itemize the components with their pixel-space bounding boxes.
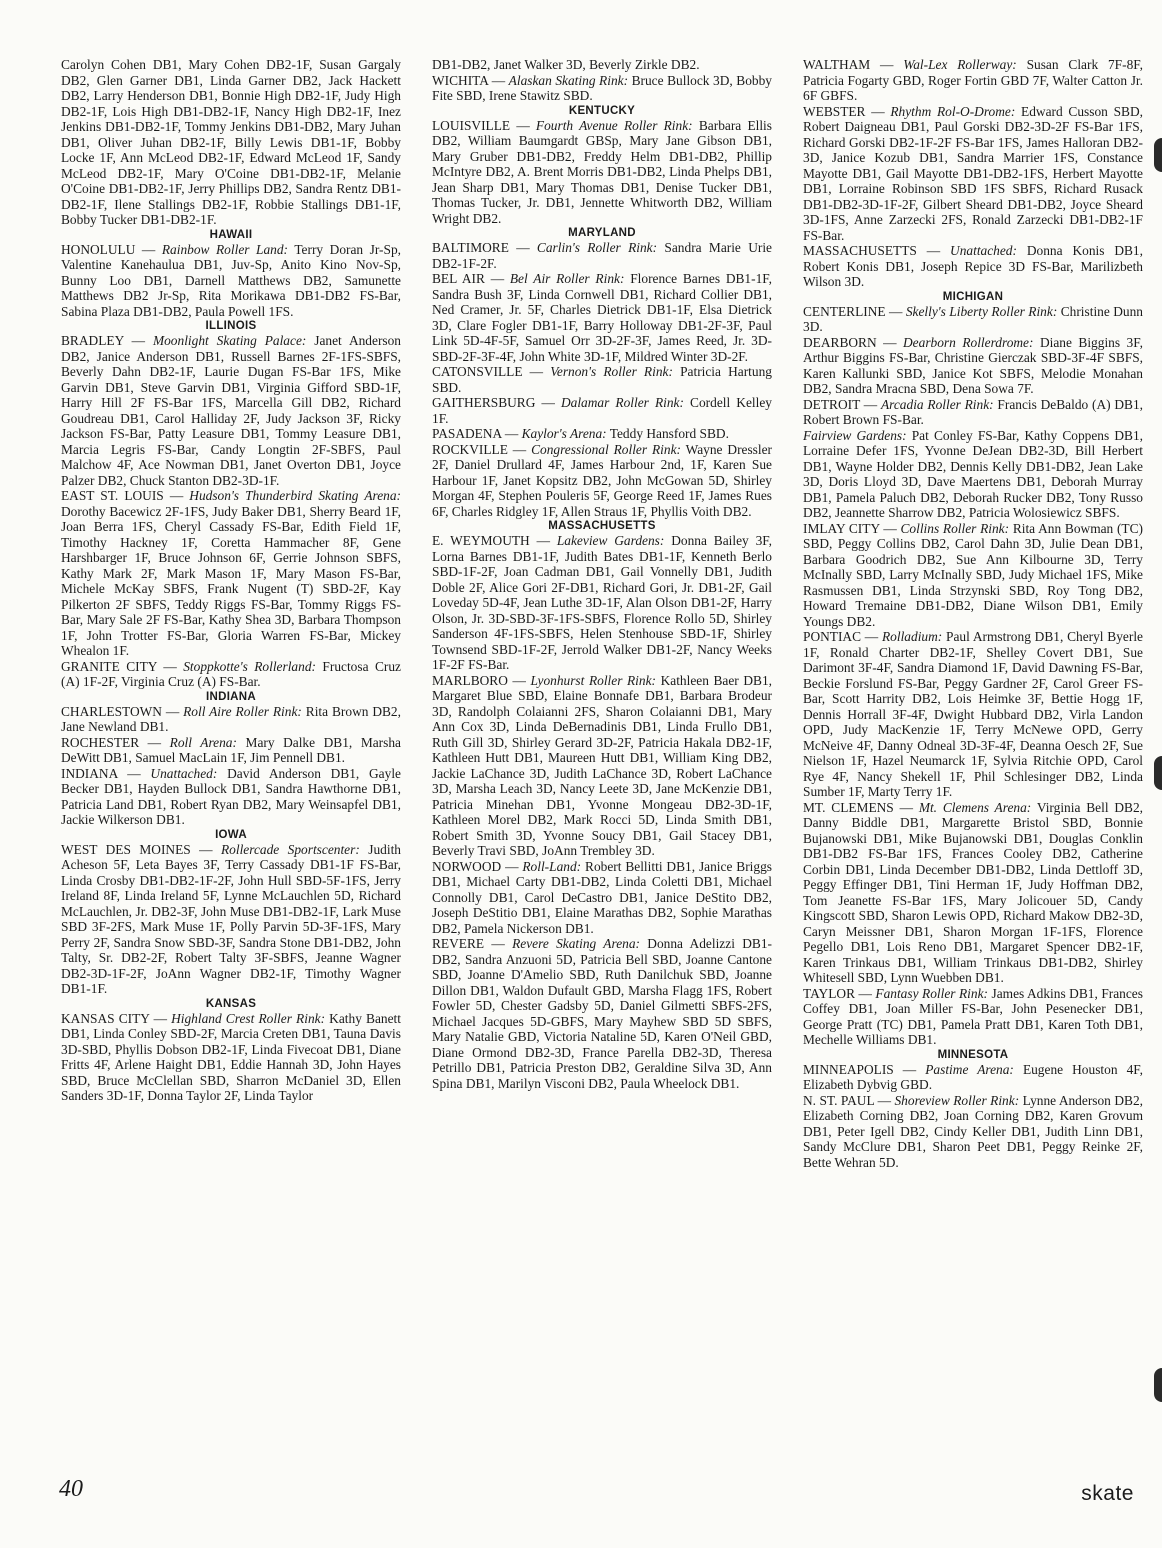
skater-list: Edward Cusson SBD, Robert Daigneau DB1, Paul Gorski DB2-3D-2F FS-Bar 1FS, Richard Gorski DB2-1F-2F FS-Bar 1FS, James Halloran DB2-3D, Janice Kozub DB1, Sandra Marrier 1FS, Constance Mayotte DB1, Gail Mayotte DB1-DB2-1FS, Herbert Mayotte DB1, Lorraine Robinson SBD 1FS SBFS, Richard Rusack DB1-DB2-3D-1F-2F, Gilbert Sheard DB1-DB2, Joyce Sheard 3D-1FS, Anne Zarzecki 2FS, Ronald Zarzecki DB1-DB2-1F FS-Bar. bbox=[803, 103, 1143, 243]
city-name: ROCKVILLE bbox=[432, 441, 508, 457]
column-2 bbox=[432, 57, 772, 1091]
rink-name: Fourth Avenue Roller Rink: bbox=[535, 117, 693, 133]
rink-name: Highland Crest Roller Rink: bbox=[171, 1010, 326, 1026]
skater-list: Kathleen Baer DB1, Margaret Blue SBD, Elaine Bonnafe DB1, Barbara Brodeur 3D, Randolph Colaianni 2FS, Sharon Colaianni DB1, Mary Ann Cox 3D, Linda DeBernadinis DB1, Linda Frullo DB1, Ruth Gill 3D, Shirley Gerard 3D-2F, Patricia Hakala DB2-1F, Kathleen Hutt DB1, Maureen Hutt DB1, William King DB2, Jackie LaChance 3D, Judith LaChance 3D, Robert LaChance 3D, Marsha Leach 3D, Nancy Leete 3D, Jane McKenzie DB1, Patricia Minehan DB1, Yvonne Mongeau DB2-3D-1F, Kathleen Morel DB2, Mark Rocci 5D, Linda Smith DB1, Robert Smith 3D, Yvonne Soucy DB1, Gail Stacey DB1, Beverly Travi SBD, JoAnn Trembley 3D. bbox=[432, 672, 772, 858]
state-heading: IOWA bbox=[215, 828, 247, 841]
city-name: TAYLOR bbox=[803, 985, 855, 1001]
club-entry: GAITHERSBURG — Dalamar Roller Rink: Cordell Kelley 1F. bbox=[432, 395, 772, 426]
state-heading: MICHIGAN bbox=[942, 290, 1004, 303]
city-name: WALTHAM bbox=[803, 57, 871, 72]
skater-list: Donna Konis DB1, Robert Konis DB1, Joseph Repice 3D FS-Bar, Marilizbeth Wilson 3D. bbox=[803, 243, 1143, 289]
skater-list: Fructosa Cruz (A) 1F-2F, Virginia Cruz (A) FS-Bar. bbox=[61, 658, 401, 689]
skater-list: Florence Barnes DB1-1F, Sandra Bush 3F, Linda Cornwell DB1, Richard Collier DB1, Ned Cramer, Jr. 5F, Charles Dietrick DB1-1F, Elsa Dietrick 3D, Clare Fogler DB1-1F, Barry Holloway DB1-2F-3F, Paul Link 5D-4F-5F, Samuel Orr 3D-2F-3F, James Reed, Jr. 3D-SBD-2F-3F-4F, John White 3D-1F, Mildred Winter 3D-2F. bbox=[432, 271, 772, 364]
club-entry: MINNEAPOLIS — Pastime Arena: Eugene Houston 4F, Elizabeth Dybvig GBD. bbox=[803, 1061, 1143, 1092]
skater-list: Terry Doran Jr-Sp, Valentine Kanehaulua DB1, Juv-Sp, Anito Kino Nov-Sp, Bunny Loo DB1, Darnell Matthews DB2, Samunette Matthews DB2 Jr-Sp, Rita Morikawa DB1-DB2 FS-Bar, Sabina Plaza DB1-DB2, Paula Powell 1FS. bbox=[61, 241, 401, 319]
binding-hole-mark bbox=[1154, 756, 1162, 790]
rink-name: Bel Air Roller Rink: bbox=[509, 271, 625, 286]
city-name: GAITHERSBURG bbox=[432, 395, 536, 410]
skater-list: Bruce Bullock 3D, Bobby Fite SBD, Irene Stawitz SBD. bbox=[432, 72, 772, 103]
club-entry: LOUISVILLE — Fourth Avenue Roller Rink: Barbara Ellis DB2, William Baumgardt GBSp, Mary Jane Gibson DB1, Mary Gruber DB1-DB2, Freddy Helm DB1-DB2, Phillip McIntyre DB2, A. Brent Morris DB1-DB2, Linda Phelps DB1, Jean Sharp DB1, Mary Thomas DB1, Denise Tucker DB1, Thomas Tucker, Jr. DB1, Jennette Whitworth DB2, William Wright DB2. bbox=[432, 117, 772, 226]
city-name: BEL AIR bbox=[432, 271, 485, 286]
rink-name: Revere Skating Arena: bbox=[512, 936, 640, 951]
rink-name: Rolladium: bbox=[881, 629, 943, 644]
club-entry: DEARBORN — Dearborn Rollerdrome: Diane Biggins 3F, Arthur Biggins FS-Bar, Christine Gierczak SBD-3F-4F SBFS, Karen Kallunki SBD, Janice Kot SBFS, Melodie Monahan DB2, Sandra Mracna SBD, Dena Sowa 7F. bbox=[803, 334, 1143, 396]
skater-list: Judith Acheson 5F, Leta Bayes 3F, Terry Cassady DB1-1F FS-Bar, Linda Crosby DB1-DB2-1F-2F, John Hull SBD-5F-1FS, Jerry Ireland 8F, Linda Ireland 5F, Lynne McLauchlen 5D, Richard McLauchlen, Jr. DB2-3F, John Muse DB1-DB2-1F, Lark Muse SBD 3F-2FS, Mark Muse 1F, Polly Parvin 5D-3F-1FS, Mary Perry 2F, Sandra Snow SBD-3F, Sandra Stone DB1-DB2, John Talty, Sr. DB2-2F, Robert Talty 3F-SBFS, Jeanne Wagner DB2-3D-1F-2F, JoAnn Wagner DB2-1F, Timothy Wagner DB1-1F. bbox=[61, 841, 401, 996]
club-entry: CENTERLINE — Skelly's Liberty Roller Rink: Christine Dunn 3D. bbox=[803, 303, 1143, 334]
city-name: GRANITE CITY bbox=[61, 658, 157, 674]
city-name: DETROIT bbox=[803, 396, 861, 412]
rink-name: Roll-Land: bbox=[522, 858, 582, 874]
continued-entry-text: Carolyn Cohen DB1, Mary Cohen DB2-1F, Susan Gargaly DB2, Glen Garner DB1, Linda Garner DB2, Jack Hackett DB2, Larry Henderson DB1, Bonnie High DB2-1F, Judy High DB2-1F, Lois High DB1-DB2-1F, Nancy High DB2-1F, Inez Jenkins DB1-DB2-1F, Tommy Jenkins DB1-DB2, Mary Juhan DB1, Oliver Juhan DB2-1F, Billy Lewis DB1-1F, Bobby Locke 1F, Ann McLeod DB2-1F, Edward McLeod 1F, Sandy McLeod DB2-1F, Mary O'Coine DB1-DB2-1F, Melanie O'Coine DB1-DB2-1F, Jerry Phillips DB2, Sandra Rentz DB1-DB2-1F, Ilene Stallings DB2-1F, Robbie Stallings DB1-1F, Bobby Tucker DB1-DB2-1F. bbox=[61, 57, 401, 227]
skater-list: James Adkins DB1, Frances Coffey DB1, Joan Miller FS-Bar, John Pesenecker DB1, George Pratt (TC) DB1, Pamela Pratt DB1, Karen Toth DB1, Mechelle Williams DB1. bbox=[803, 985, 1143, 1047]
city-name: WEBSTER bbox=[803, 103, 866, 119]
club-entry: PASADENA — Kaylor's Arena: Teddy Hansford SBD. bbox=[432, 426, 729, 441]
binding-hole-mark bbox=[1154, 1368, 1162, 1402]
city-name: WEST DES MOINES bbox=[61, 841, 191, 857]
continued-entry-text: DB1-DB2, Janet Walker 3D, Beverly Zirkle DB2. bbox=[432, 57, 700, 72]
rink-name: Roll Arena: bbox=[169, 734, 237, 750]
club-entry: WALTHAM — Wal-Lex Rollerway: Susan Clark 7F-8F, Patricia Fogarty GBD, Roger Fortin GBD 7F, Walter Catton Jr. 6F GBFS. bbox=[803, 57, 1143, 103]
club-entry: IMLAY CITY — Collins Roller Rink: Rita Ann Bowman (TC) SBD, Peggy Collins DB2, Carol Dahn 3D, Julie Dean DB1, Barbara Goodrich DB2, Sue Ann Kilbourne 3D, Terry McInally SBD, Larry McInally SBD, Judy Michael 1FS, Mike Rasmussen DB1, Linda Strzynski SBD, Roy Tong DB2, Howard Tremaine DB1-DB2, Diane Wilson DB1, Emily Youngs DB2. bbox=[803, 520, 1143, 629]
page-number: 40 bbox=[59, 1476, 83, 1502]
club-entry: GRANITE CITY — Stoppkotte's Rollerland: Fructosa Cruz (A) 1F-2F, Virginia Cruz (A) FS-Bar. bbox=[61, 658, 401, 689]
rink-name: Fantasy Roller Rink: bbox=[875, 985, 988, 1001]
skater-list: David Anderson DB1, Gayle Becker DB1, Hayden Bullock DB1, Sandra Hawthorne DB1, Patricia Land DB1, Robert Ryan DB2, Mary Weinsapfel DB1, Jackie Wilkerson DB1. bbox=[61, 765, 401, 827]
club-entry: CHARLESTOWN — Roll Aire Roller Rink: Rita Brown DB2, Jane Newland DB1. bbox=[61, 703, 401, 734]
rink-name: Mt. Clemens Arena: bbox=[918, 799, 1032, 815]
rink-name: Roll Aire Roller Rink: bbox=[183, 703, 302, 719]
club-entry: WICHITA — Alaskan Skating Rink: Bruce Bullock 3D, Bobby Fite SBD, Irene Stawitz SBD. bbox=[432, 72, 772, 103]
city-name: WICHITA bbox=[432, 72, 489, 88]
rink-name: Kaylor's Arena: bbox=[521, 426, 607, 441]
club-entry bbox=[803, 428, 1143, 521]
skater-list: Francis DeBaldo (A) DB1, Robert Brown FS-Bar. bbox=[803, 396, 1143, 427]
city-name: E. WEYMOUTH bbox=[432, 533, 530, 548]
skater-list: Virginia Bell DB2, Danny Biddle DB1, Margarette Bristol SBD, Bonnie Bujanowski DB1, Mike Bujanowski DB1, Douglas Conklin DB1-DB2 FS-Bar 1FS, Frances Cooley DB2, Catherine Corbin DB1, Linda December DB1-DB2, Linda Dettloff 3D, Peggy Effinger DB1, Tini Herman 1F, Judy Hoffman DB2, Tom Jeanette FS-Bar 1FS, Mary Jolicouer 5D, Candy Kingscott SBD, Sharon Lewis OPD, Richard Makow DB2-3D, Caryn Meissner DB1, Sharon Morgan 1F-1FS, Florence Pegello DB1, Lois Reno DB1, Margaret Spencer DB2-1F, Karen Trinkaus DB1, William Trinkaus DB1-DB2, Shirley Whitesell SBD, Lynn Wuebben DB1. bbox=[803, 799, 1144, 985]
magazine-name: skate bbox=[1081, 1482, 1134, 1505]
city-name: MT. CLEMENS bbox=[803, 799, 894, 815]
club-entry: MASSACHUSETTS — Unattached: Donna Konis DB1, Robert Konis DB1, Joseph Repice 3D FS-Bar, Marilizbeth Wilson 3D. bbox=[803, 243, 1143, 289]
rink-name: Stoppkotte's Rollerland: bbox=[183, 658, 316, 674]
column-3 bbox=[803, 57, 1143, 1170]
rink-name: Dalamar Roller Rink: bbox=[560, 395, 684, 410]
club-entry: KANSAS CITY — Highland Crest Roller Rink: Kathy Banett DB1, Linda Conley SBD-2F, Marcia Creten DB1, Tauna Davis 3D-SBD, Phyllis Dobson DB2-1F, Linda Fivecoat DB1, Diane Fritts 4F, Arlene Haight DB1, Eddie Hannah 3D, John Hayes SBD, Bruce McClellan SBD, Sharron McDaniel 3D, Ellen Sanders 3D-1F, Donna Taylor 2F, Linda Taylor bbox=[61, 1010, 401, 1103]
skater-list: Sandra Marie Urie DB2-1F-2F. bbox=[432, 240, 772, 271]
club-entry: BEL AIR — Bel Air Roller Rink: Florence Barnes DB1-1F, Sandra Bush 3F, Linda Cornwell DB1, Richard Collier DB1, Ned Cramer, Jr. 5F, Charles Dietrick DB1-1F, Elsa Dietrick 3D, Clare Fogler DB1-1F, Barry Holloway DB1-2F-3F, Paul Link 5D-4F-5F, Samuel Orr 3D-2F-3F, James Reed, Jr. 3D-SBD-2F-3F-4F, John White 3D-1F, Mildred Winter 3D-2F. bbox=[432, 271, 772, 364]
rink-name: Vernon's Roller Rink: bbox=[550, 364, 673, 379]
rink-name: Wal-Lex Rollerway: bbox=[903, 57, 1017, 72]
skater-list: Donna Adelizzi DB1-DB2, Sandra Anzuoni 5D, Patricia Bell SBD, Joanne Cantone SBD, Joanne D'Amelio SBD, Ruth Danilchuk SBD, Joanne Dillon DB1, Waldon Dufault GBD, Marsha Flagg 1FS, Robert Fowler 5D, Chester Gadsby 5D, Daniel Gilmetti SBFS-2FS, Michael Jacques 5D-GBFS, Mary Mayhew SBD 5D SBFS, Mary Natalie GBD, Victoria Nataline 5D, Karen O'Neil GBD, Diane Ormond DB2-3D, France Parella DB2-3D, Theresa Petrillo DB1, Patricia Preston DB2, Geraldine Silva 3D, Ann Spina DB1, Marilyn Visconi DB2, Paula Wheelock DB1. bbox=[432, 936, 772, 1091]
club-entry: NORWOOD — Roll-Land: Robert Bellitti DB1, Janice Briggs DB1, Michael Carty DB1-DB2, Linda Coletti DB1, Michael Connolly DB1, Carol DeCastro DB1, Janice DeStito DB2, Joseph DeStitio DB1, Elaine Marathas DB2, Sophie Marathas DB2, Pamela Nickerson DB1. bbox=[432, 858, 772, 936]
city-name: BALTIMORE bbox=[432, 240, 509, 255]
club-entry: DETROIT — Arcadia Roller Rink: Francis DeBaldo (A) DB1, Robert Brown FS-Bar. bbox=[803, 396, 1143, 427]
club-entry: INDIANA — Unattached: David Anderson DB1, Gayle Becker DB1, Hayden Bullock DB1, Sandra Hawthorne DB1, Patricia Land DB1, Robert Ryan DB2, Mary Weinsapfel DB1, Jackie Wilkerson DB1. bbox=[61, 765, 401, 827]
state-heading: MINNESOTA bbox=[937, 1048, 1009, 1061]
city-name: LOUISVILLE bbox=[432, 117, 511, 133]
city-name: KANSAS CITY bbox=[61, 1010, 150, 1026]
club-entry: CATONSVILLE — Vernon's Roller Rink: Patricia Hartung SBD. bbox=[432, 364, 772, 395]
skater-list: Christine Dunn 3D. bbox=[803, 303, 1143, 334]
city-name: REVERE bbox=[432, 936, 485, 951]
city-name: INDIANA bbox=[61, 765, 118, 781]
skater-list: Rita Brown DB2, Jane Newland DB1. bbox=[61, 703, 401, 734]
state-heading: MARYLAND bbox=[568, 227, 636, 239]
rink-name: Skelly's Liberty Roller Rink: bbox=[905, 303, 1058, 319]
city-name: CHARLESTOWN bbox=[61, 703, 162, 719]
club-entry: PONTIAC — Rolladium: Paul Armstrong DB1, Cheryl Byerle 1F, Ronald Charter DB2-1F, Shelley Covert DB1, Sue Darimont 3F-4F, Sandra Diamond 1F, David Dawning FS-Bar, Beckie Forslund FS-Bar, Peggy Gardner 2F, Carol Greer FS-Bar, Scott Harrity DB2, Lois Heimke 3F, Bettie Hogg 1F, Dennis Horrall 3F-4F, Dwight Hubbard DB2, Virla Landon OPD, Judy MacKenzie 1F, Terry McNewe OPD, Gerry McNeive 4F, Danny Odneal 3D-3F-4F, Deanna Oesch 2F, Sue Nielson 1F, Hazel Neumarck 1F, Sylvia Ritchie OPD, Carol Rye 4F, Nancy Shekell 1F, Phil Schlesinger DB2, Linda Sumber 1F, Marty Terry 1F. bbox=[803, 629, 1143, 799]
rink-name: Unattached: bbox=[150, 765, 218, 781]
club-entry: EAST ST. LOUIS — Hudson's Thunderbird Skating Arena: Dorothy Bacewicz 2F-1FS, Judy Baker DB1, Sherry Beard 1F, Joan Berra 1FS, Cheryl Cassady FS-Bar, Edith Field 1F, Timothy Hackney 1F, Coretta Hammacher 8F, Gene Harshbarger 1F, Bruce Johnson 6F, Gerrie Johnson SBFS, Kathy Mark 2F, Mark Mason 1F, Mary Mason FS-Bar, Michele McKay SBFS, Frank Nugent (T) SBD-2F, Kay Pilkerton 2F SBFS, Teddy Riggs FS-Bar, Tommy Riggs FS-Bar, Mary Sale 2F FS-Bar, Kathy Shea 3D, Barbara Thompson 1F, John Trotter FS-Bar, Gloria Warren FS-Bar, Mickey Whealon 1F. bbox=[61, 488, 402, 658]
rink-name: Shoreview Roller Rink: bbox=[894, 1092, 1020, 1108]
skater-list: Rita Ann Bowman (TC) SBD, Peggy Collins DB2, Carol Dahn 3D, Julie Dean DB1, Barbara Goodrich DB2, Sue Ann Kilbourne 3D, Terry McInally SBD, Larry McInally SBD, Judy Michael 1FS, Mike Rasmussen DB1, Linda Strzynski SBD, Roy Tong DB2, Howard Tremaine DB1-DB2, Diane Wilson DB1, Emily Youngs DB2. bbox=[803, 520, 1143, 629]
skater-list: Cordell Kelley 1F. bbox=[432, 395, 772, 426]
city-name: CENTERLINE bbox=[803, 303, 886, 319]
club-entry: N. ST. PAUL — Shoreview Roller Rink: Lynne Anderson DB2, Elizabeth Corning DB2, Joan Corning DB2, Karen Grovum DB1, Peter Igell DB2, Cindy Keller DB1, Judith Linn DB1, Sandy McClure DB1, Sharon Peet DB1, Peggy Reinke 2F, Bette Wehran 5D. bbox=[803, 1092, 1143, 1170]
state-heading: KANSAS bbox=[205, 997, 257, 1010]
skater-list: Paul Armstrong DB1, Cheryl Byerle 1F, Ronald Charter DB2-1F, Shelley Covert DB1, Sue Darimont 3F-4F, Sandra Diamond 1F, David Dawning FS-Bar, Beckie Forslund FS-Bar, Peggy Gardner 2F, Carol Greer FS-Bar, Scott Harrity DB2, Lois Heimke 3F, Bettie Hogg 1F, Dennis Horrall 3F-4F, Dwight Hubbard DB2, Virla Landon OPD, Judy MacKenzie 1F, Terry McNewe OPD, Gerry McNeive 4F, Danny Odneal 3D-3F-4F, Deanna Oesch 2F, Sue Nielson 1F, Hazel Neumarck 1F, Sylvia Ritchie OPD, Carol Rye 4F, Nancy Shekell 1F, Phil Schlesinger DB2, Linda Sumber 1F, Marty Terry 1F. bbox=[803, 629, 1143, 799]
city-name: EAST ST. LOUIS bbox=[61, 488, 164, 503]
club-entry: MT. CLEMENS — Mt. Clemens Arena: Virginia Bell DB2, Danny Biddle DB1, Margarette Bristol SBD, Bonnie Bujanowski DB1, Mike Bujanowski DB1, Douglas Conklin DB1-DB2 FS-Bar 1FS, Frances Cooley DB2, Catherine Corbin DB1, Linda December DB1-DB2, Linda Dettloff 3D, Peggy Effinger DB1, Tini Herman 1F, Judy Hoffman DB2, Tom Jeanette FS-Bar 1FS, Mary Jolicouer 5D, Candy Kingscott SBD, Sharon Lewis OPD, Richard Makow DB2-3D, Caryn Meissner DB1, Sharon Morgan 1F-1FS, Florence Pegello DB1, Lois Reno DB1, Margaret Spencer DB2-1F, Karen Trinkaus DB1, William Trinkaus DB1-DB2, Shirley Whitesell SBD, Lynn Wuebben DB1. bbox=[803, 799, 1144, 985]
city-name: ROCHESTER bbox=[61, 734, 140, 750]
rink-name: Lyonhurst Roller Rink: bbox=[530, 672, 656, 688]
club-entry: HONOLULU — Rainbow Roller Land: Terry Doran Jr-Sp, Valentine Kanehaulua DB1, Juv-Sp, Anito Kino Nov-Sp, Bunny Loo DB1, Darnell Matthews DB2, Samunette Matthews DB2 Jr-Sp, Rita Morikawa DB1-DB2 FS-Bar, Sabina Plaza DB1-DB2, Paula Powell 1FS. bbox=[61, 241, 401, 319]
skater-list: Robert Bellitti DB1, Janice Briggs DB1, Michael Carty DB1-DB2, Linda Coletti DB1, Michael Connolly DB1, Carol DeCastro DB1, Janice DeStito DB2, Joseph DeStitio DB1, Elaine Marathas DB2, Sophie Marathas DB2, Pamela Nickerson DB1. bbox=[432, 858, 772, 936]
rink-name: Unattached: bbox=[950, 243, 1017, 258]
binding-hole-mark bbox=[1154, 138, 1162, 172]
rink-name: Rhythm Rol-O-Drome: bbox=[890, 103, 1016, 119]
rink-name: Congressional Roller Rink: bbox=[531, 441, 681, 457]
club-entry: BALTIMORE — Carlin's Roller Rink: Sandra Marie Urie DB2-1F-2F. bbox=[432, 240, 772, 271]
rink-name: Fairview Gardens: bbox=[803, 427, 907, 443]
city-name: BRADLEY bbox=[61, 333, 124, 348]
club-entry: BRADLEY — Moonlight Skating Palace: Janet Anderson DB2, Janice Anderson DB1, Russell Barnes 2F-1FS-SBFS, Beverly Dahn DB2-1F, Laurie Dugan FS-Bar 1FS, Mike Garvin DB1, Steve Garvin DB1, Virginia Gifford SBD-1F, Harry Hill 2F FS-Bar 1FS, Marcella Gill DB2, Richard Goudreau DB1, Carol Halliday 2F, Judy Jackson 3F, Ricky Jackson FS-Bar, Patty Leasure DB1, Tommy Leasure DB1, Marcia Legris FS-Bar, Candy Longtin 2F-SBFS, Paul Malchow 4F, Ace Nowman DB1, Janet Overton DB1, Joyce Palzer DB2, Chuck Stanton DB2-3D-1F. bbox=[61, 333, 402, 488]
club-entry: E. WEYMOUTH — Lakeview Gardens: Donna Bailey 3F, Lorna Barnes DB1-1F, Judith Bates DB1-1F, Kenneth Berlo SBD-1F-2F, Joan Cadman DB1, Gail Vonnelly DB1, Judith Doble 2F, Alice Gori 2F-DB1, Richard Gori, Jr. DB1-2F, Gail Loveday 5D-4F, Jean Luthe 3D-1F, Alan Olson DB1-2F, Harry Olson, Jr. 3D-SBD-3F-1FS-SBFS, Florence Rollo 5D, Shirley Sanderson 4F-1FS-SBFS, Helen Stenhouse SBD-1F, Shirley Townsend SBD-1F-2F, Jerrold Walker DB1-2F, Nancy Weeks 1F-2F FS-Bar. bbox=[432, 533, 772, 672]
skater-list: Eugene Houston 4F, Elizabeth Dybvig GBD. bbox=[803, 1061, 1143, 1092]
skater-list: Kathy Banett DB1, Linda Conley SBD-2F, Marcia Creten DB1, Tauna Davis 3D-SBD, Phyllis Dobson DB2-1F, Linda Fivecoat DB1, Diane Fritts 4F, Arlene Haight DB1, Eddie Hannah 3D, John Hayes SBD, Bruce McClellan SBD, Sharron McDaniel 3D, Ellen Sanders 3D-1F, Donna Taylor 2F, Linda Taylor bbox=[61, 1010, 401, 1103]
rink-name: Dearborn Rollerdrome: bbox=[903, 334, 1034, 350]
club-entry: TAYLOR — Fantasy Roller Rink: James Adkins DB1, Frances Coffey DB1, Joan Miller FS-Bar, John Pesenecker DB1, George Pratt (TC) DB1, Pamela Pratt DB1, Karen Toth DB1, Mechelle Williams DB1. bbox=[803, 985, 1143, 1047]
rink-name: Lakeview Gardens: bbox=[556, 533, 665, 548]
club-entry: MARLBORO — Lyonhurst Roller Rink: Kathleen Baer DB1, Margaret Blue SBD, Elaine Bonnafe DB1, Barbara Brodeur 3D, Randolph Colaianni 2FS, Sharon Colaianni DB1, Mary Ann Cox 3D, Linda DeBernadinis DB1, Linda Frullo DB1, Ruth Gill 3D, Shirley Gerard 3D-2F, Patricia Hakala DB2-1F, Kathleen Hutt DB1, Maureen Hutt DB1, William King DB2, Jackie LaChance 3D, Judith LaChance 3D, Robert LaChance 3D, Marsha Leach 3D, Nancy Leete 3D, Jane McKenzie DB1, Patricia Minehan DB1, Yvonne Mongeau DB2-3D-1F, Kathleen Morel DB2, Mark Rocci 5D, Linda Smith DB1, Robert Smith 3D, Yvonne Soucy DB1, Gail Stacey DB1, Beverly Travi SBD, JoAnn Trembley 3D. bbox=[432, 672, 772, 858]
club-entry: ROCKVILLE — Congressional Roller Rink: Wayne Dressler 2F, Daniel Drullard 4F, James Harbour 2nd, 1F, Karen Sue Harbour 1F, Janet Kopsitz DB2, John McGowan 5D, Shirley Morgan 4F, Stephen Pouleris 5F, George Reed 1F, James Rues 6F, Charles Ridgley 1F, Allen Straus 1F, Phyllis Voith DB2. bbox=[432, 441, 773, 519]
skater-list: Janet Anderson DB2, Janice Anderson DB1, Russell Barnes 2F-1FS-SBFS, Beverly Dahn DB2-1F, Laurie Dugan FS-Bar 1FS, Mike Garvin DB1, Steve Garvin DB1, Virginia Gifford SBD-1F, Harry Hill 2F FS-Bar 1FS, Marcella Gill DB2, Richard Goudreau DB1, Carol Halliday 2F, Judy Jackson 3F, Ricky Jackson FS-Bar, Patty Leasure DB1, Tommy Leasure DB1, Marcia Legris FS-Bar, Candy Longtin 2F-SBFS, Paul Malchow 4F, Ace Nowman DB1, Janet Overton DB1, Joyce Palzer DB2, Chuck Stanton DB2-3D-1F. bbox=[61, 333, 402, 488]
club-entry: ROCHESTER — Roll Arena: Mary Dalke DB1, Marsha DeWitt DB1, Samuel MacLain 1F, Jim Pennell DB1. bbox=[61, 734, 401, 765]
city-name: MASSACHUSETTS bbox=[803, 243, 917, 258]
skater-list: Patricia Hartung SBD. bbox=[432, 364, 772, 395]
rink-name: Arcadia Roller Rink: bbox=[880, 396, 994, 412]
city-name: PONTIAC bbox=[803, 629, 862, 644]
city-name: DEARBORN bbox=[803, 334, 877, 350]
skater-list: Barbara Ellis DB2, William Baumgardt GBSp, Mary Jane Gibson DB1, Mary Gruber DB1-DB2, Freddy Helm DB1-DB2, Phillip McIntyre DB2, A. Brent Morris DB1-DB2, Linda Phelps DB1, Jean Sharp DB1, Mary Thomas DB1, Denise Tucker DB1, Thomas Tucker, Jr. DB1, Jennette Whitworth DB2, William Wright DB2. bbox=[432, 117, 772, 226]
state-heading: INDIANA bbox=[205, 690, 256, 703]
rink-name: Alaskan Skating Rink: bbox=[508, 72, 629, 88]
skater-list: Wayne Dressler 2F, Daniel Drullard 4F, James Harbour 2nd, 1F, Karen Sue Harbour 1F, Janet Kopsitz DB2, John McGowan 5D, Shirley Morgan 4F, Stephen Pouleris 5F, George Reed 1F, James Rues 6F, Charles Ridgley 1F, Allen Straus 1F, Phyllis Voith DB2. bbox=[432, 441, 773, 519]
club-entry: WEBSTER — Rhythm Rol-O-Drome: Edward Cusson SBD, Robert Daigneau DB1, Paul Gorski DB2-3D-2F FS-Bar 1FS, Richard Gorski DB2-1F-2F FS-Bar 1FS, James Halloran DB2-3D, Janice Kozub DB1, Sandra Marrier 1FS, Constance Mayotte DB1, Gail Mayotte DB1-DB2-1FS, Herbert Mayotte DB1, Lorraine Robinson SBD 1FS SBFS, Richard Rusack DB1-DB2-3D-1F-2F, Gilbert Sheard DB1-DB2, Joyce Sheard 3D-1FS, Anne Zarzecki 2FS, Ronald Zarzecki DB1-DB2-1F FS-Bar. bbox=[803, 103, 1143, 243]
rink-name: Rainbow Roller Land: bbox=[161, 241, 289, 257]
club-entry: WEST DES MOINES — Rollercade Sportscenter: Judith Acheson 5F, Leta Bayes 3F, Terry Cassady DB1-1F FS-Bar, Linda Crosby DB1-DB2-1F-2F, John Hull SBD-5F-1FS, Jerry Ireland 8F, Linda Ireland 5F, Lynne McLauchlen 5D, Richard McLauchlen, Jr. DB2-3F, John Muse DB1-DB2-1F, Lark Muse SBD 3F-2FS, Mark Muse 1F, Polly Parvin 5D-3F-1FS, Mary Perry 2F, Sandra Snow SBD-3F, Sandra Stone DB1-DB2, John Talty, Sr. DB2-2F, Robert Talty 3F-SBFS, Jeanne Wagner DB2-3D-1F-2F, JoAnn Wagner DB2-1F, Timothy Wagner DB1-1F. bbox=[61, 841, 401, 996]
skater-list: Donna Bailey 3F, Lorna Barnes DB1-1F, Judith Bates DB1-1F, Kenneth Berlo SBD-1F-2F, Joan Cadman DB1, Gail Vonnelly DB1, Judith Doble 2F, Alice Gori 2F-DB1, Richard Gori, Jr. DB1-2F, Gail Loveday 5D-4F, Jean Luthe 3D-1F, Alan Olson DB1-2F, Harry Olson, Jr. 3D-SBD-3F-1FS-SBFS, Florence Rollo 5D, Shirley Sanderson 4F-1FS-SBFS, Helen Stenhouse SBD-1F, Shirley Townsend SBD-1F-2F, Jerrold Walker DB1-2F, Nancy Weeks 1F-2F FS-Bar. bbox=[432, 533, 772, 672]
skater-list: Dorothy Bacewicz 2F-1FS, Judy Baker DB1, Sherry Beard 1F, Joan Berra 1FS, Cheryl Cassady FS-Bar, Edith Field 1F, Timothy Hackney 1F, Coretta Hammacher 8F, Gene Harshbarger 1F, Bruce Johnson 6F, Gerrie Johnson SBFS, Kathy Mark 2F, Mark Mason 1F, Mary Mason FS-Bar, Michele McKay SBFS, Frank Nugent (T) SBD-2F, Kay Pilkerton 2F SBFS, Teddy Riggs FS-Bar, Tommy Riggs FS-Bar, Mary Sale 2F FS-Bar, Kathy Shea 3D, Barbara Thompson 1F, John Trotter FS-Bar, Gloria Warren FS-Bar, Mickey Whealon 1F. bbox=[61, 503, 401, 658]
state-heading: ILLINOIS bbox=[205, 320, 257, 332]
skater-list: Teddy Hansford SBD. bbox=[609, 426, 729, 441]
club-entry: REVERE — Revere Skating Arena: Donna Adelizzi DB1-DB2, Sandra Anzuoni 5D, Patricia Bell SBD, Joanne Cantone SBD, Joanne D'Amelio SBD, Ruth Danilchuk SBD, Joanne Dillon DB1, Waldon Dufault GBD, Marsha Flagg 1FS, Robert Fowler 5D, Chester Gadsby 5D, Daniel Gilmetti SBFS-2FS, Michael Jacques 5D-GBFS, Mary Mayhew SBD 5D SBFS, Mary Natalie GBD, Victoria Nataline 5D, Karen O'Neil GBD, Diane Ormond DB2-3D, France Parella DB2-3D, Theresa Petrillo DB1, Patricia Preston DB2, Geraldine Silva 3D, Ann Spina DB1, Marilyn Visconi DB2, Paula Wheelock DB1. bbox=[432, 936, 772, 1091]
rink-name: Pastime Arena: bbox=[925, 1061, 1014, 1077]
column-1 bbox=[61, 57, 401, 1104]
city-name: MARLBORO bbox=[432, 672, 508, 688]
rink-name: Hudson's Thunderbird Skating Arena: bbox=[189, 488, 402, 503]
city-name: HONOLULU bbox=[61, 241, 136, 257]
rink-name: Collins Roller Rink: bbox=[900, 520, 1010, 536]
city-name: N. ST. PAUL bbox=[803, 1092, 875, 1108]
skater-list: Mary Dalke DB1, Marsha DeWitt DB1, Samuel MacLain 1F, Jim Pennell DB1. bbox=[61, 734, 401, 765]
city-name: NORWOOD bbox=[432, 858, 502, 874]
rink-name: Rollercade Sportscenter: bbox=[220, 841, 360, 857]
city-name: PASADENA bbox=[432, 426, 502, 441]
city-name: MINNEAPOLIS bbox=[803, 1061, 894, 1077]
skater-list: Diane Biggins 3F, Arthur Biggins FS-Bar, Christine Gierczak SBD-3F-4F SBFS, Karen Kallunki SBD, Janice Kot SBFS, Melodie Monahan DB2, Sandra Mracna SBD, Dena Sowa 7F. bbox=[803, 334, 1143, 396]
skater-list: Pat Conley FS-Bar, Kathy Coppens DB1, Lorraine Defer 1FS, Yvonne DeJean DB2-3D, Bill Herbert DB1, Wayne Holder DB2, Dennis Kelly DB1-DB2, Jean Lake 3D, Doris Lloyd 3D, Dave Maertens DB1, Deborah Murray DB1, Pamela Paluch DB2, Deborah Rucker DB2, Tony Russo DB2, Jeannette Sharrow DB2, Patricia Wolosiewicz SBFS. bbox=[803, 427, 1143, 520]
skater-list: Lynne Anderson DB2, Elizabeth Corning DB2, Joan Corning DB2, Karen Grovum DB1, Peter Igell DB2, Cindy Keller DB1, Judith Linn DB1, Sandy McClure DB1, Sharon Peet DB1, Peggy Reinke 2F, Bette Wehran 5D. bbox=[803, 1092, 1143, 1170]
state-heading: KENTUCKY bbox=[568, 104, 636, 117]
state-heading: MASSACHUSETTS bbox=[548, 520, 656, 532]
rink-name: Moonlight Skating Palace: bbox=[152, 333, 307, 348]
city-name: CATONSVILLE bbox=[432, 364, 523, 379]
city-name: IMLAY CITY bbox=[803, 520, 880, 536]
skater-list: Susan Clark 7F-8F, Patricia Fogarty GBD, Roger Fortin GBD 7F, Walter Catton Jr. 6F GBFS. bbox=[803, 57, 1143, 103]
rink-name: Carlin's Roller Rink: bbox=[536, 240, 658, 255]
state-heading: HAWAII bbox=[209, 228, 253, 241]
